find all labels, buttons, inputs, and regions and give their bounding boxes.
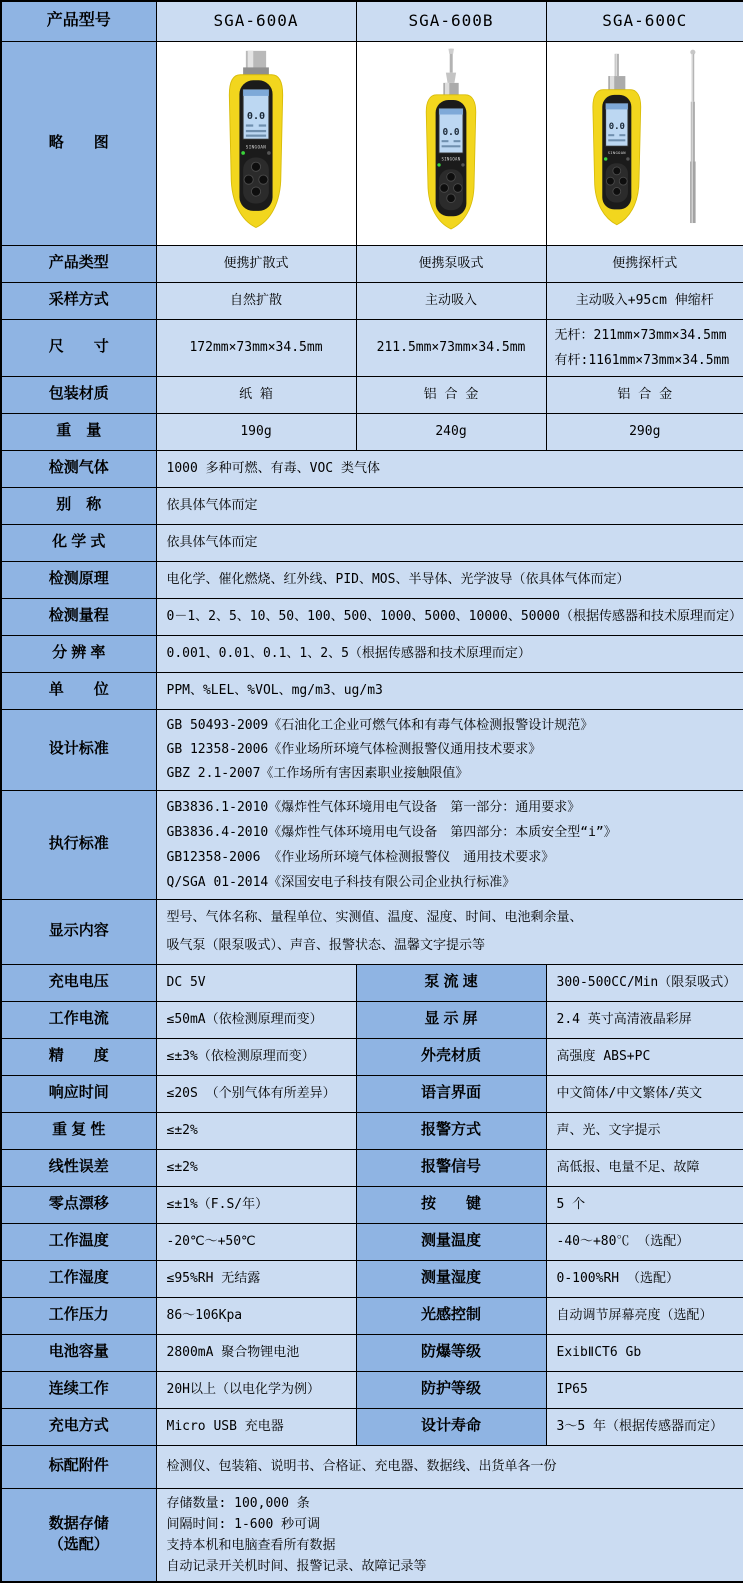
label-working-pressure: 工作压力 (1, 1297, 156, 1334)
product-image-cell-b (356, 41, 546, 245)
label-product-type: 产品类型 (1, 245, 156, 282)
label-shell-material: 外壳材质 (356, 1038, 546, 1075)
alarm-mode-value: 声、光、文字提示 (546, 1112, 743, 1149)
label-alias: 别 称 (1, 487, 156, 524)
data-storage-line: 支持本机和电脑查看所有数据 (166, 1537, 336, 1553)
spec-row (1, 1371, 743, 1408)
label-accessories: 标配附件 (1, 1445, 156, 1488)
label-alarm-signal: 报警信号 (356, 1149, 546, 1186)
label-unit: 单 位 (1, 672, 156, 709)
row-chemical-formula (1, 524, 743, 561)
repeatability-value: ≤±2% (156, 1112, 356, 1149)
working-temperature-value: -20℃～+50℃ (156, 1223, 356, 1260)
label-explosion-proof-grade: 防爆等级 (356, 1334, 546, 1371)
execution-standard-line: GB12358-2006 《作业场所环境气体检测报警仪 通用技术要求》 (166, 849, 555, 865)
label-execution-standard: 执行标准 (1, 790, 156, 899)
row-unit (1, 672, 743, 709)
continuous-working-value: 20H以上（以电化学为例） (156, 1371, 356, 1408)
product-type-c: 便携探杆式 (546, 245, 743, 282)
alarm-signal-value: 高低报、电量不足、故障 (546, 1149, 743, 1186)
label-measure-temperature: 测量温度 (356, 1223, 546, 1260)
detection-range-value: 0－1、2、5、10、50、100、500、1000、5000、10000、50000（根据传感器和技术原理而定） (156, 598, 743, 635)
dimensions-c-no-rod: 无杆：211mm×73mm×34.5mm (554, 327, 727, 343)
label-buttons: 按 键 (356, 1186, 546, 1223)
label-pump-flow: 泵 流 速 (356, 964, 546, 1001)
label-language: 语言界面 (356, 1075, 546, 1112)
sampling-c: 主动吸入+95cm 伸缩杆 (546, 282, 743, 319)
label-light-sensor-control: 光感控制 (356, 1297, 546, 1334)
display-content-line: 型号、气体名称、量程单位、实测值、温度、湿度、时间、电池剩余量、 (166, 909, 583, 925)
label-measure-humidity: 测量湿度 (356, 1260, 546, 1297)
label-data-storage (1, 1488, 156, 1582)
label-charging-method: 充电方式 (1, 1408, 156, 1445)
shell-material-value: 高强度 ABS+PC (546, 1038, 743, 1075)
row-resolution (1, 635, 743, 672)
row-product-type (1, 245, 743, 282)
label-weight: 重 量 (1, 413, 156, 450)
device-screen-reading: 0.0 (608, 121, 625, 132)
working-pressure-value: 86～106Kpa (156, 1297, 356, 1334)
linearity-error-value: ≤±2% (156, 1149, 356, 1186)
response-time-value: ≤20S （个别气体有所差异） (156, 1075, 356, 1112)
light-sensor-control-value: 自动调节屏幕亮度（选配） (546, 1297, 743, 1334)
label-alarm-mode: 报警方式 (356, 1112, 546, 1149)
explosion-proof-grade-value: ExibⅡCT6 Gb (546, 1334, 743, 1371)
resolution-value: 0.001、0.01、0.1、1、2、5（根据传感器和技术原理而定） (156, 635, 743, 672)
charge-voltage-value: DC 5V (156, 964, 356, 1001)
product-image-cell-c (546, 41, 743, 245)
label-display-content: 显示内容 (1, 899, 156, 964)
display-screen-value: 2.4 英寸高清液晶彩屏 (546, 1001, 743, 1038)
row-detection-principle (1, 561, 743, 598)
label-working-humidity: 工作湿度 (1, 1260, 156, 1297)
execution-standard-line: GB3836.1-2010《爆炸性气体环境用电气设备 第一部分：通用要求》 (166, 799, 581, 815)
label-working-temperature: 工作温度 (1, 1223, 156, 1260)
device-led (604, 157, 607, 160)
product-image-cell-a (156, 41, 356, 245)
pump-flow-value: 300-500CC/Min（限泵吸式） (546, 964, 743, 1001)
spec-row (1, 1408, 743, 1445)
row-weight (1, 413, 743, 450)
design-standard-value (156, 709, 743, 790)
row-detected-gas (1, 450, 743, 487)
alias-value: 依具体气体而定 (156, 487, 743, 524)
model-name-a: SGA-600A (156, 1, 356, 41)
design-life-value: 3～5 年（根据传感器而定） (546, 1408, 743, 1445)
buttons-value: 5 个 (546, 1186, 743, 1223)
data-storage-label-line1: 数据存储 (48, 1515, 109, 1533)
label-resolution: 分 辨 率 (1, 635, 156, 672)
product-image-sga-600a (204, 49, 308, 233)
battery-capacity-value: 2800mA 聚合物锂电池 (156, 1334, 356, 1371)
label-continuous-working: 连续工作 (1, 1371, 156, 1408)
spec-row (1, 1260, 743, 1297)
chemical-formula-value: 依具体气体而定 (156, 524, 743, 561)
row-dimensions (1, 319, 743, 376)
row-sketch (1, 41, 743, 245)
model-name-b: SGA-600B (356, 1, 546, 41)
dimensions-a: 172mm×73mm×34.5mm (156, 319, 356, 376)
label-design-life: 设计寿命 (356, 1408, 546, 1445)
accuracy-value: ≤±3%（依检测原理而变） (156, 1038, 356, 1075)
packaging-a: 纸 箱 (156, 376, 356, 413)
spec-row (1, 1223, 743, 1260)
row-accessories (1, 1445, 743, 1488)
label-detection-range: 检测量程 (1, 598, 156, 635)
data-storage-line: 自动记录开关机时间、报警记录、故障记录等 (166, 1558, 427, 1574)
sampling-a: 自然扩散 (156, 282, 356, 319)
label-dimensions: 尺 寸 (1, 319, 156, 376)
zero-drift-value: ≤±1%（F.S/年） (156, 1186, 356, 1223)
product-image-sga-600c (567, 47, 723, 235)
data-storage-line: 存储数量: 100,000 条 (166, 1495, 310, 1511)
product-type-b: 便携泵吸式 (356, 245, 546, 282)
data-storage-label-line2: （选配） (48, 1535, 109, 1553)
label-repeatability: 重 复 性 (1, 1112, 156, 1149)
unit-value: PPM、%LEL、%VOL、mg/m3、ug/m3 (156, 672, 743, 709)
device-screen-reading: 0.0 (246, 110, 266, 122)
label-zero-drift: 零点漂移 (1, 1186, 156, 1223)
label-sketch: 略 图 (1, 41, 156, 245)
display-content-value (156, 899, 743, 964)
device-brand: SINGOAN (607, 150, 626, 155)
device-brand: SINGOAN (245, 143, 267, 149)
measure-humidity-value: 0-100%RH （选配） (546, 1260, 743, 1297)
label-battery-capacity: 电池容量 (1, 1334, 156, 1371)
device-screen-reading: 0.0 (442, 126, 460, 138)
telescopic-rod (690, 49, 695, 222)
label-detected-gas: 检测气体 (1, 450, 156, 487)
detection-principle-value: 电化学、催化燃烧、红外线、PID、MOS、半导体、光学波导（依具体气体而定） (156, 561, 743, 598)
row-sampling-method (1, 282, 743, 319)
label-display-screen: 显 示 屏 (356, 1001, 546, 1038)
row-display-content (1, 899, 743, 964)
spec-row (1, 964, 743, 1001)
row-design-standard (1, 709, 743, 790)
row-execution-standard (1, 790, 743, 899)
device-led (241, 151, 245, 155)
row-packaging (1, 376, 743, 413)
label-response-time: 响应时间 (1, 1075, 156, 1112)
dimensions-c (546, 319, 743, 376)
label-detection-principle: 检测原理 (1, 561, 156, 598)
spec-row (1, 1075, 743, 1112)
weight-b: 240g (356, 413, 546, 450)
label-charge-voltage: 充电电压 (1, 964, 156, 1001)
row-data-storage (1, 1488, 743, 1582)
label-working-current: 工作电流 (1, 1001, 156, 1038)
sampling-b: 主动吸入 (356, 282, 546, 319)
packaging-c: 铝 合 金 (546, 376, 743, 413)
design-standard-line: GBZ 2.1-2007《工作场所有害因素职业接触限值》 (166, 765, 469, 781)
spec-row (1, 1038, 743, 1075)
execution-standard-line: GB3836.4-2010《爆炸性气体环境用电气设备 第四部分：本质安全型“i”》 (166, 824, 617, 840)
spec-row (1, 1001, 743, 1038)
detected-gas-value: 1000 多种可燃、有毒、VOC 类气体 (156, 450, 743, 487)
label-accuracy: 精 度 (1, 1038, 156, 1075)
label-sampling-method: 采样方式 (1, 282, 156, 319)
device-brand: SINGOAN (441, 156, 461, 162)
dimensions-c-with-rod: 有杆:1161mm×73mm×34.5mm (554, 352, 730, 368)
label-protection-grade: 防护等级 (356, 1371, 546, 1408)
packaging-b: 铝 合 金 (356, 376, 546, 413)
spec-row (1, 1186, 743, 1223)
design-standard-line: GB 12358-2006《作业场所环境气体检测报警仪通用技术要求》 (166, 741, 542, 757)
spec-row (1, 1297, 743, 1334)
protection-grade-value: IP65 (546, 1371, 743, 1408)
device-led (437, 163, 440, 166)
spec-row (1, 1112, 743, 1149)
data-storage-line: 间隔时间: 1-600 秒可调 (166, 1516, 321, 1532)
language-value: 中文简体/中文繁体/英文 (546, 1075, 743, 1112)
working-humidity-value: ≤95%RH 无结露 (156, 1260, 356, 1297)
data-storage-value (156, 1488, 743, 1582)
display-content-line: 吸气泵（限泵吸式）、声音、报警状态、温馨文字提示等 (166, 937, 486, 953)
charging-method-value: Micro USB 充电器 (156, 1408, 356, 1445)
weight-c: 290g (546, 413, 743, 450)
spec-row (1, 1149, 743, 1186)
spec-row (1, 1334, 743, 1371)
label-chemical-formula: 化 学 式 (1, 524, 156, 561)
accessories-value: 检测仪、包装箱、说明书、合格证、充电器、数据线、出货单各一份 (156, 1445, 743, 1488)
row-detection-range (1, 598, 743, 635)
execution-standard-value (156, 790, 743, 899)
model-name-c: SGA-600C (546, 1, 743, 41)
label-product-model: 产品型号 (1, 1, 156, 41)
weight-a: 190g (156, 413, 356, 450)
product-image-sga-600b (401, 47, 501, 235)
product-type-a: 便携扩散式 (156, 245, 356, 282)
dimensions-b: 211.5mm×73mm×34.5mm (356, 319, 546, 376)
label-packaging: 包装材质 (1, 376, 156, 413)
label-design-standard: 设计标准 (1, 709, 156, 790)
execution-standard-line: Q/SGA 01-2014《深国安电子科技有限公司企业执行标准》 (166, 874, 516, 890)
row-product-model (1, 1, 743, 41)
label-linearity-error: 线性误差 (1, 1149, 156, 1186)
row-alias (1, 487, 743, 524)
design-standard-line: GB 50493-2009《石油化工企业可燃气体和有毒气体检测报警设计规范》 (166, 717, 594, 733)
working-current-value: ≤50mA（依检测原理而变） (156, 1001, 356, 1038)
measure-temperature-value: -40～+80℃ （选配） (546, 1223, 743, 1260)
